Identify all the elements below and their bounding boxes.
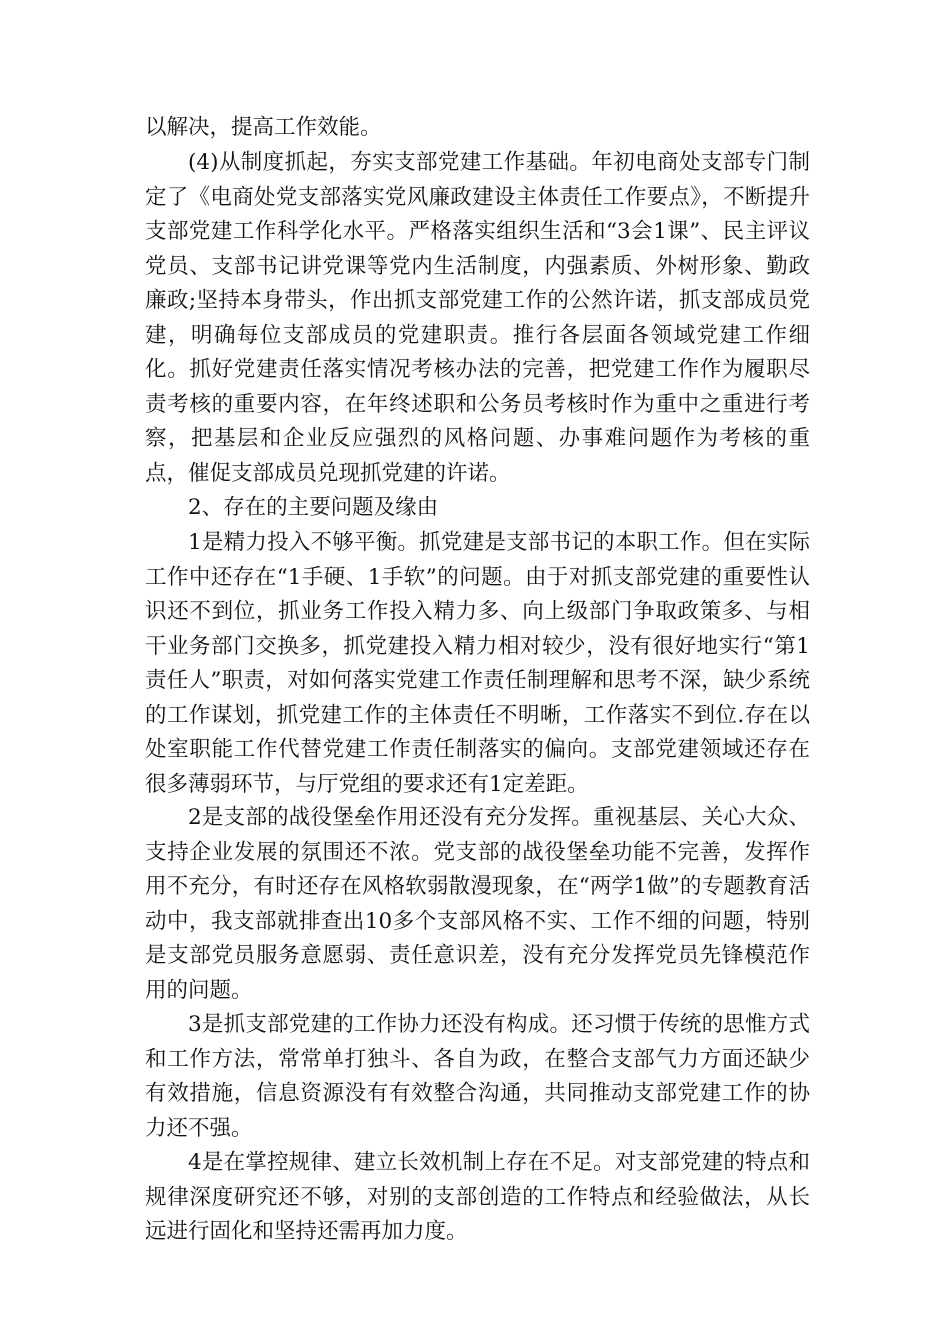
paragraph-problem-2: 2是支部的战役堡垒作用还没有充分发挥。重视基层、关心大众、支持企业发展的氛围还不浓。党支部的战役堡垒功能不完善，发挥作用不充分，有时还存在风格软弱散漫现象，在“两学1做”的专题教育活动中，我支部就排查出10多个支部风格不实、工作不细的问题，特别是支部党员服务意愿弱、责任意识差，没有充分发挥党员先锋模范作用的问题。 [145,805,810,1003]
paragraph-problem-4: 4是在掌控规律、建立长效机制上存在不足。对支部党建的特点和规律深度研究还不够，对别的支部创造的工作特点和经验做法，从长远进行固化和坚持还需再加力度。 [145,1150,810,1244]
paragraph-problem-3: 3是抓支部党建的工作协力还没有构成。还习惯于传统的思惟方式和工作方法，常常单打独斗、各自为政，在整合支部气力方面还缺少有效措施，信息资源没有有效整合沟通，共同推动支部党建工作的协力还不强。 [145,1012,810,1141]
paragraph-continuation: 以解决，提高工作效能。 [145,115,382,140]
section-heading-problems: 2、存在的主要问题及缘由 [188,495,439,520]
paragraph-problem-1: 1是精力投入不够平衡。抓党建是支部书记的本职工作。但在实际工作中还存在“1手硬、1手软”的问题。由于对抓支部党建的重要性认识还不到位，抓业务工作投入精力多、向上级部门争取政策多、与相干业务部门交换多，抓党建投入精力相对较少，没有很好地实行“第1责任人”职责，对如何落实党建工作责任制理解和思考不深，缺少系统的工作谋划，抓党建工作的主体责任不明晰，工作落实不到位.存在以处室职能工作代替党建工作责任制落实的偏向。支部党建领域还存在很多薄弱环节，与厅党组的要求还有1定差距。 [145,530,810,797]
paragraph-system-building: (4)从制度抓起，夯实支部党建工作基础。年初电商处支部专门制定了《电商处党支部落实党风廉政建设主体责任工作要点》，不断提升支部党建工作科学化水平。严格落实组织生活和“3会1课”、民主评议党员、支部书记讲党课等党内生活制度，内强素质、外树形象、勤政廉政;坚持本身带头，作出抓支部党建工作的公然许诺，抓支部成员党建，明确每位支部成员的党建职责。推行各层面各领域党建工作细化。抓好党建责任落实情况考核办法的完善，把党建工作作为履职尽责考核的重要内容，在年终述职和公务员考核时作为重中之重进行考察，把基层和企业反应强烈的风格问题、办事难问题作为考核的重点，催促支部成员兑现抓党建的许诺。 [145,150,810,486]
